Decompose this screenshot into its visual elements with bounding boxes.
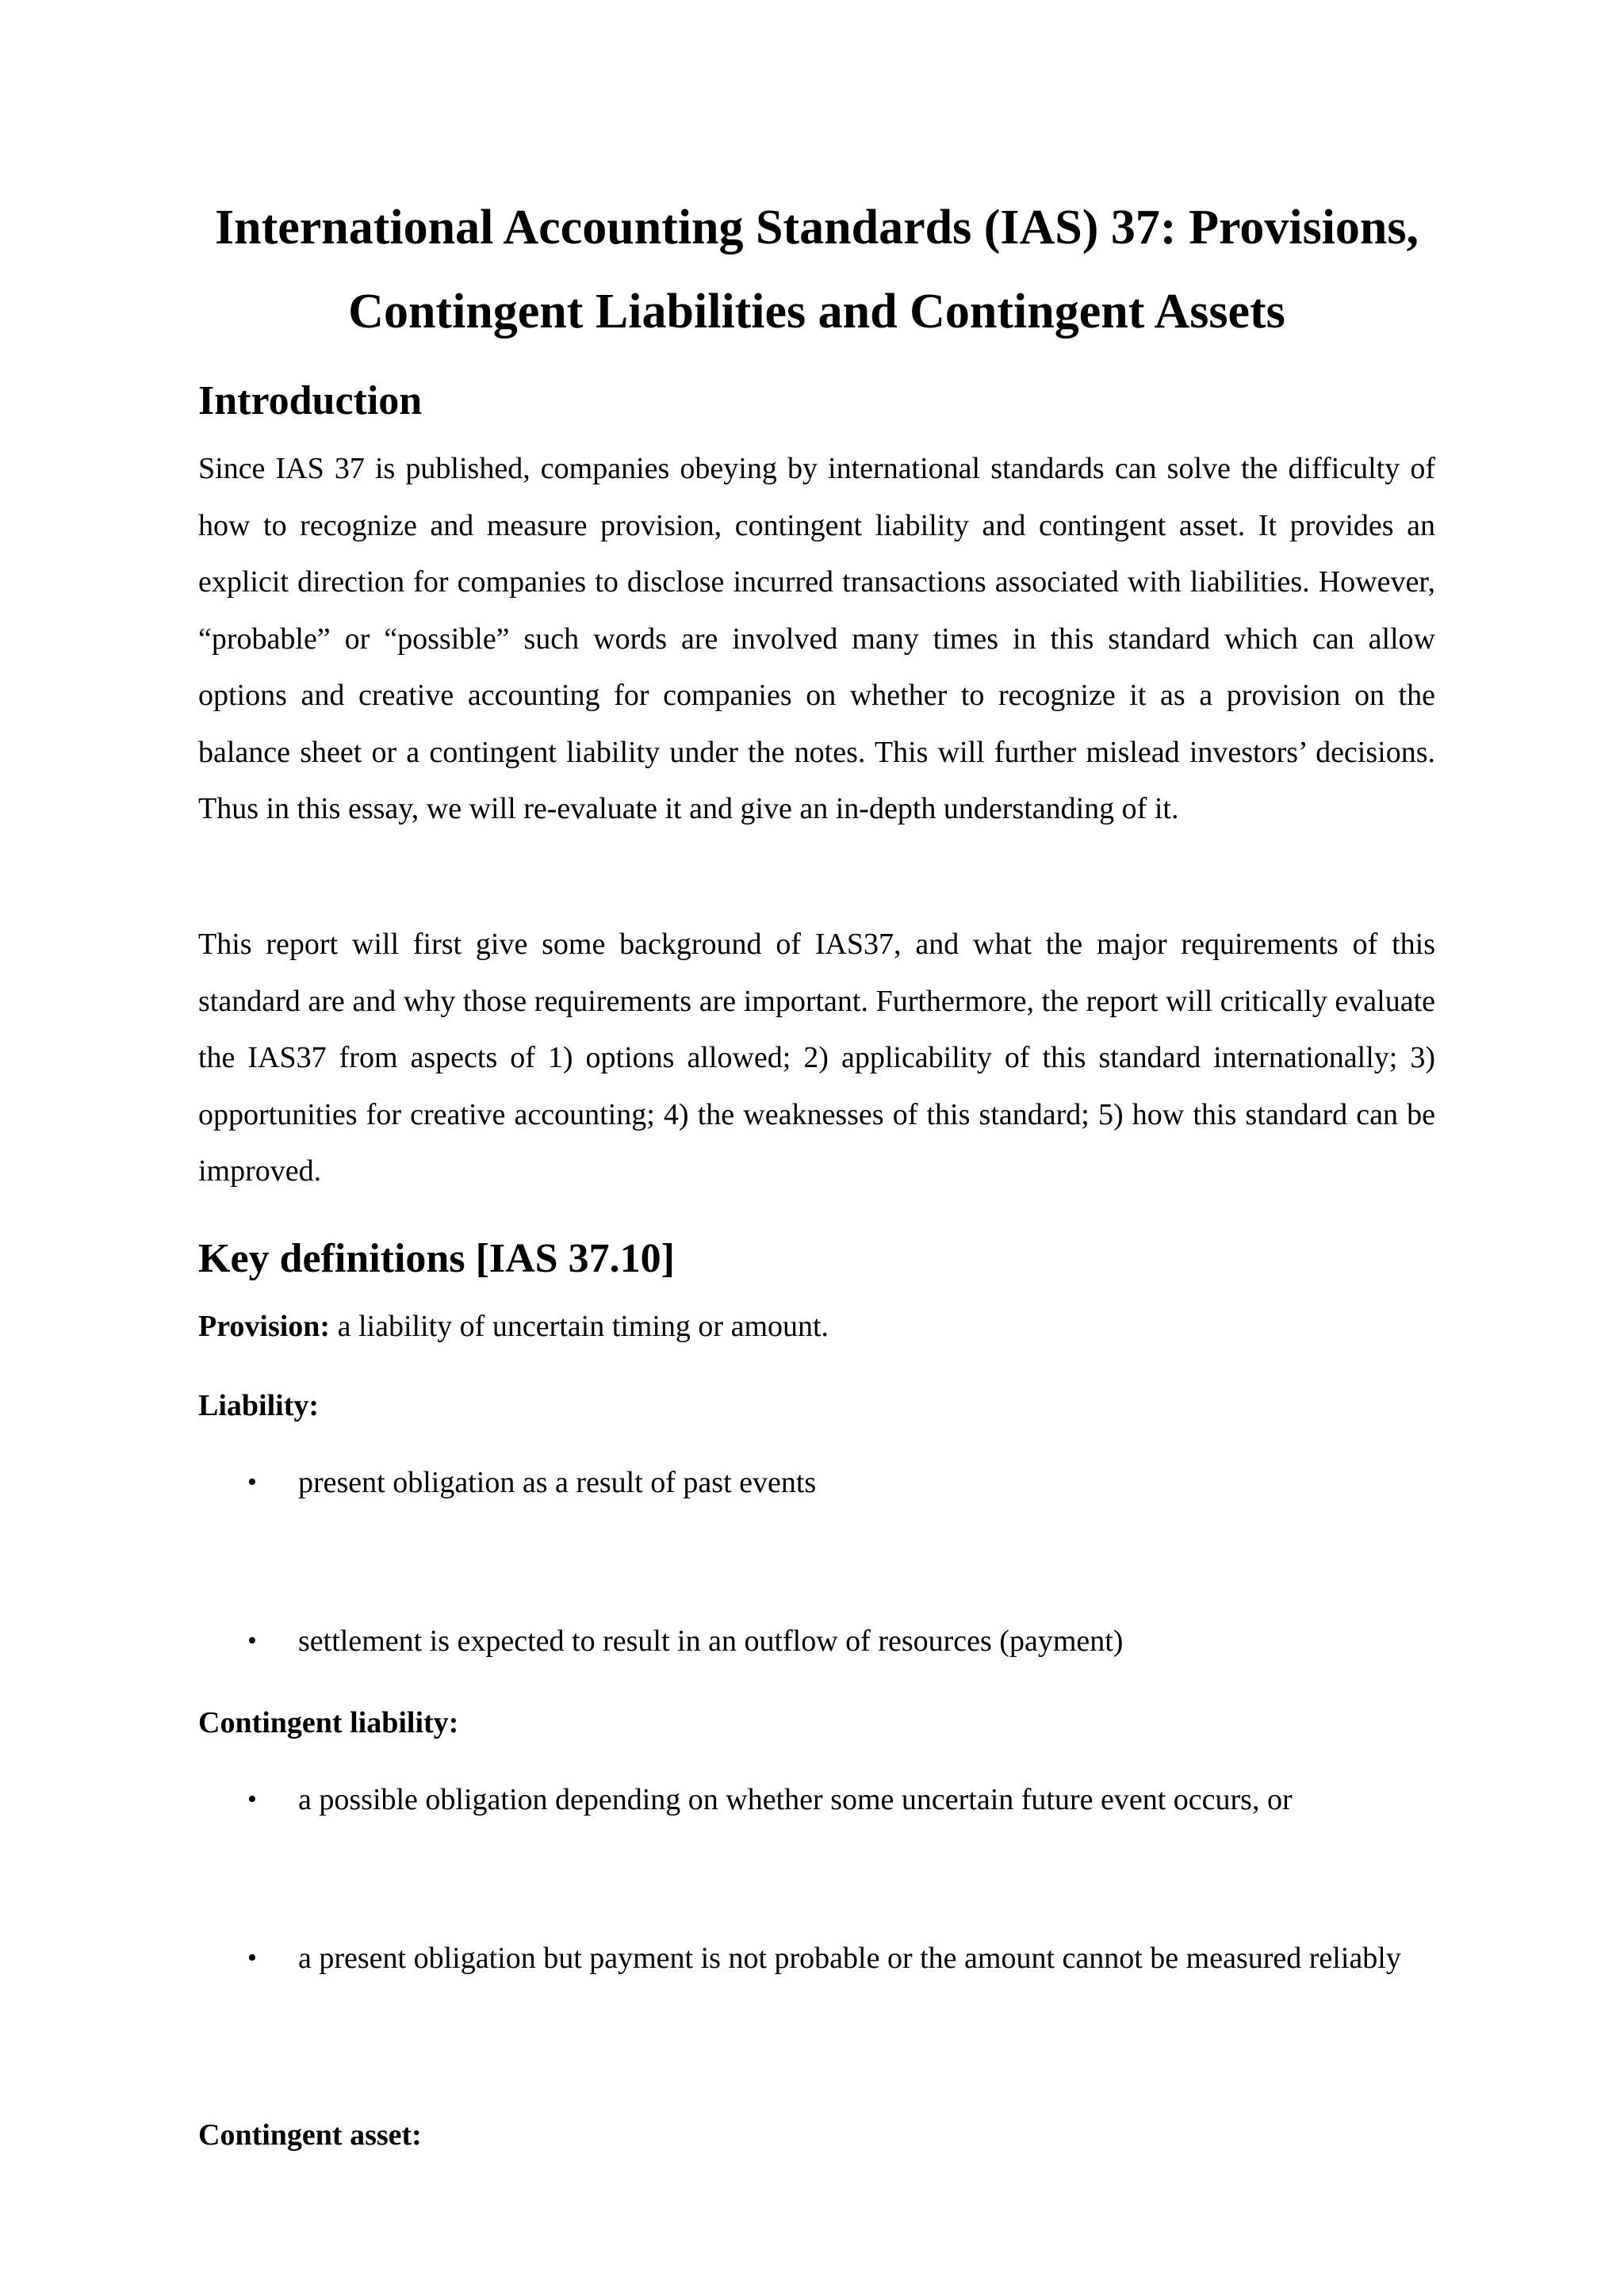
liability-label bbox=[198, 1387, 319, 1424]
list-item bbox=[249, 1771, 1435, 1828]
provision-text: a liability of uncertain timing or amount. bbox=[330, 1310, 829, 1343]
bullet-icon: • bbox=[247, 1468, 257, 1497]
list-item bbox=[249, 1454, 1435, 1511]
introduction-paragraph-2: This report will first give some background of IAS37, and what the major requirements of this standard are and why those requirements are important. Furthermore, the report will critically evaluate the IAS37 from aspects of 1) options allowed; 2) applicability of this standard internationally; 3) opportunities for creative accounting; 4) the weaknesses of this standard; 5) how this standard can be improved. bbox=[198, 928, 1435, 1188]
provision-label: Provision: bbox=[198, 1310, 331, 1343]
list-item bbox=[249, 1930, 1435, 1987]
list-item bbox=[249, 1613, 1435, 1670]
introduction-heading: Introduction bbox=[198, 378, 423, 423]
document-title-line-1: International Accounting Standards (IAS) 37: Provisions, bbox=[214, 201, 1419, 254]
liability-label-text: Liability: bbox=[198, 1389, 320, 1422]
contingent-liability-label-text: Contingent liability: bbox=[198, 1706, 459, 1739]
provision-definition bbox=[198, 1308, 829, 1345]
bullet-icon: • bbox=[247, 1626, 257, 1655]
bullet-icon: • bbox=[247, 1785, 257, 1814]
list-item-text: a possible obligation depending on whether some uncertain future event occurs, or bbox=[298, 1783, 1293, 1816]
bullet-icon: • bbox=[247, 1943, 257, 1973]
list-item-text: settlement is expected to result in an outflow of resources (payment) bbox=[298, 1624, 1124, 1658]
key-definitions-heading: Key definitions [IAS 37.10] bbox=[198, 1236, 675, 1281]
contingent-asset-label-text: Contingent asset: bbox=[198, 2118, 422, 2152]
contingent-liability-label bbox=[198, 1705, 458, 1741]
document-title-line-2: Contingent Liabilities and Contingent Assets bbox=[348, 285, 1285, 339]
introduction-paragraph-1: Since IAS 37 is published, companies obeying by international standards can solve the difficulty of how to recognize and measure provision, contingent liability and contingent asset. It provides an explicit direction for companies to disclose incurred transactions associated with liabilities. However, “probable” or “possible” such words are involved many times in this standard which can allow options and creative accounting for companies on whether to recognize it as a provision on the balance sheet or a contingent liability under the notes. This will further mislead investors’ decisions. Thus in this essay, we will re-evaluate it and give an in-depth understanding of it. bbox=[198, 452, 1435, 825]
contingent-asset-label bbox=[198, 2117, 422, 2153]
document-page bbox=[198, 0, 1435, 2296]
list-item-text: present obligation as a result of past events bbox=[298, 1466, 817, 1499]
list-item-text: a present obligation but payment is not probable or the amount cannot be measured reliably bbox=[298, 1942, 1401, 1975]
